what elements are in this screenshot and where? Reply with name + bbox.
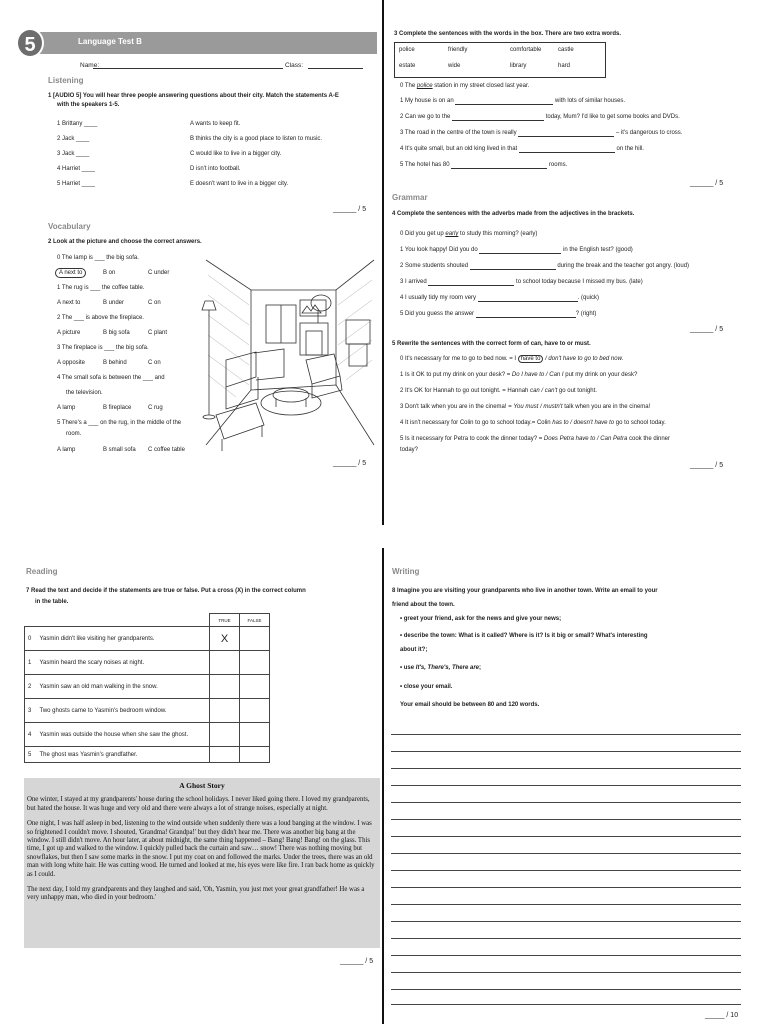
word-wide: wide bbox=[448, 63, 461, 69]
row4-false-cell[interactable] bbox=[240, 723, 270, 747]
writing-line[interactable] bbox=[391, 921, 741, 922]
ex3-s3-blank[interactable] bbox=[518, 130, 614, 137]
vocab-q3-c: C on bbox=[148, 360, 161, 366]
vocab-q0-c: C under bbox=[148, 270, 170, 276]
ex3-s5-blank[interactable] bbox=[451, 162, 547, 169]
writing-line[interactable] bbox=[391, 870, 741, 871]
ex4-g3: 3 I arrived to school today because I missed my bus. (late) bbox=[400, 279, 643, 285]
writing-bullet-4: • close your email. bbox=[400, 684, 453, 690]
listening-heading: Listening bbox=[48, 76, 84, 85]
ex3-s2: 2 Can we go to the today, Mum? I'd like to get some books and DVDs. bbox=[400, 114, 680, 120]
ex4-g1-blank[interactable] bbox=[479, 247, 561, 254]
word-hard: hard bbox=[558, 63, 571, 69]
class-label: Class: bbox=[285, 62, 304, 69]
vocabulary-heading: Vocabulary bbox=[48, 222, 91, 231]
writing-instruction: 8 Imagine you are visiting your grandparents who live in another town. Write an email to your bbox=[392, 588, 658, 594]
row4-true-cell[interactable] bbox=[210, 723, 240, 747]
writing-line[interactable] bbox=[391, 751, 741, 752]
vocab-q0-b: B on bbox=[103, 270, 116, 276]
ex5-r2: 2 It's OK for Hannah to go out tonight. = Hannah can / can't go out tonight. bbox=[400, 388, 597, 394]
writing-line[interactable] bbox=[391, 802, 741, 803]
vocab-q2-c: C plant bbox=[148, 330, 168, 336]
ex3-s4-blank[interactable] bbox=[519, 146, 615, 153]
speaker-1: 1 Brittany ____ bbox=[57, 121, 98, 127]
writing-line[interactable] bbox=[391, 785, 741, 786]
word-library: library bbox=[510, 63, 527, 69]
word-friendly: friendly bbox=[448, 47, 468, 53]
row0-false-cell[interactable] bbox=[240, 627, 270, 651]
row1-true-cell[interactable] bbox=[210, 651, 240, 675]
ex4-score: ______ / 5 bbox=[690, 326, 724, 333]
vocab-q1-a: A next to bbox=[57, 300, 81, 306]
row0-true-cell[interactable]: X bbox=[210, 627, 240, 651]
table-row: 3 Two ghosts came to Yasmin's bedroom window. bbox=[25, 699, 270, 723]
ex3-s2-blank[interactable] bbox=[452, 114, 544, 121]
ex4-g1: 1 You look happy! Did you do in the English test? (good) bbox=[400, 247, 633, 253]
col-false: FALSE bbox=[240, 614, 270, 627]
table-row: 5 The ghost was Yasmin's grandfather. bbox=[25, 747, 270, 763]
ex4-g2: 2 Some students shouted during the break and the teacher got angry. (loud) bbox=[400, 263, 690, 269]
table-row: 0 Yasmin didn't like visiting her grandparents. X bbox=[25, 627, 270, 651]
ex3-s4: 4 It's quite small, but an old king lived in that on the hill. bbox=[400, 146, 644, 152]
room-illustration bbox=[196, 245, 376, 455]
writing-line[interactable] bbox=[391, 734, 741, 735]
writing-bullet-2: • describe the town: What is it called? Where is it? Is it big or small? What's interesting bbox=[400, 633, 648, 639]
word-castle: castle bbox=[558, 47, 574, 53]
writing-bullet-1: • greet your friend, ask for the news and give your news; bbox=[400, 616, 562, 622]
ex3-s1: 1 My house is on an with lots of similar houses. bbox=[400, 98, 626, 104]
vocab-q4-a: A lamp bbox=[57, 405, 76, 411]
vocab-q0-a: A next to bbox=[55, 268, 86, 278]
page-divider-bottom bbox=[382, 548, 384, 1024]
speaker-5: 5 Harriet ____ bbox=[57, 181, 96, 187]
writing-bullet-3: • use It's, There's, There are; bbox=[400, 665, 481, 671]
ex4-instruction: 4 Complete the sentences with the adverbs made from the adjectives in the brackets. bbox=[392, 211, 635, 217]
row3-false-cell[interactable] bbox=[240, 699, 270, 723]
writing-word-count-note: Your email should be between 80 and 120 words. bbox=[400, 702, 540, 708]
statement-c: C would like to live in a bigger city. bbox=[190, 151, 282, 157]
speaker-4: 4 Harriet ____ bbox=[57, 166, 96, 172]
grammar-heading: Grammar bbox=[392, 193, 428, 202]
vocab-q5: 5 There's a ___ on the rug, in the middle of the bbox=[57, 420, 182, 426]
vocab-q4: 4 The small sofa is between the ___ and bbox=[57, 375, 165, 381]
row2-true-cell[interactable] bbox=[210, 675, 240, 699]
ex4-g3-blank[interactable] bbox=[428, 279, 514, 286]
vocab-q0: 0 The lamp is ___ the big sofa. bbox=[57, 255, 139, 261]
ex5-r5-line2: today? bbox=[400, 447, 419, 453]
reading-instruction-2: in the table. bbox=[35, 599, 69, 605]
ex4-g4-blank[interactable] bbox=[478, 295, 578, 302]
word-comfortable: comfortable bbox=[510, 47, 542, 53]
writing-line[interactable] bbox=[391, 819, 741, 820]
writing-line[interactable] bbox=[391, 853, 741, 854]
vocab-q5-a: A lamp bbox=[57, 447, 76, 453]
listening-score: ______ / 5 bbox=[333, 206, 367, 213]
vocab-q3: 3 The fireplace is ___ the big sofa. bbox=[57, 345, 149, 351]
writing-line[interactable] bbox=[391, 887, 741, 888]
speaker-2: 2 Jack ____ bbox=[57, 136, 90, 142]
ex4-g4: 4 I usually tidy my room very . (quick) bbox=[400, 295, 600, 301]
reading-heading: Reading bbox=[26, 567, 58, 576]
vocab-q1-b: B under bbox=[103, 300, 125, 306]
writing-line[interactable] bbox=[391, 768, 741, 769]
statement-b: B thinks the city is a good place to listen to music. bbox=[190, 136, 323, 142]
vocab-q5-c: C coffee table bbox=[148, 447, 185, 453]
ex3-s5: 5 The hotel has 80 rooms. bbox=[400, 162, 568, 168]
writing-line[interactable] bbox=[391, 1004, 741, 1005]
ex4-g5-blank[interactable] bbox=[476, 311, 576, 318]
vocab-q5-b-line: room. bbox=[66, 431, 82, 437]
name-field[interactable] bbox=[93, 68, 283, 69]
vocabulary-instruction: 2 Look at the picture and choose the correct answers. bbox=[48, 239, 202, 245]
class-field[interactable] bbox=[308, 68, 363, 69]
statement-e: E doesn't want to live in a bigger city. bbox=[190, 181, 289, 187]
vocab-q1-c: C on bbox=[148, 300, 161, 306]
ex3-s3: 3 The road in the centre of the town is really – it's dangerous to cross. bbox=[400, 130, 683, 136]
ex5-r0: 0 It's necessary for me to go to bed now. = I have to / don't have to go to bed now. bbox=[400, 356, 624, 362]
vocab-q2-b: B big sofa bbox=[103, 330, 130, 336]
writing-line[interactable] bbox=[391, 836, 741, 837]
vocab-q3-a: A opposite bbox=[57, 360, 86, 366]
writing-line[interactable] bbox=[391, 989, 741, 990]
story-paragraph-3: The next day, I told my grandparents and they laughed and said, 'Oh, Yasmin, you just met your great grandfather! He was a very unhappy man, who died in your bedroom.' bbox=[27, 886, 365, 902]
word-estate: estate bbox=[399, 63, 416, 69]
reading-instruction: 7 Read the text and decide if the statements are true or false. Put a cross (X) in the correct column bbox=[26, 588, 306, 594]
writing-line[interactable] bbox=[391, 972, 741, 973]
true-false-table bbox=[24, 613, 270, 763]
ex5-instruction: 5 Rewrite the sentences with the correct form of can, have to or must. bbox=[392, 341, 591, 347]
story-title: A Ghost Story bbox=[179, 781, 225, 790]
col-true: TRUE bbox=[210, 614, 240, 627]
statement-d: D isn't into football. bbox=[190, 166, 241, 172]
speaker-3: 3 Jack ____ bbox=[57, 151, 90, 157]
vocabulary-score: ______ / 5 bbox=[333, 460, 367, 467]
ex5-score: ______ / 5 bbox=[690, 462, 724, 469]
vocab-q4-c: C rug bbox=[148, 405, 163, 411]
row5-false-cell[interactable] bbox=[240, 747, 270, 763]
word-box bbox=[394, 42, 606, 78]
vocab-q1: 1 The rug is ___ the coffee table. bbox=[57, 285, 145, 291]
statement-a: A wants to keep fit. bbox=[190, 121, 241, 127]
writing-heading: Writing bbox=[392, 567, 420, 576]
vocab-q5-b: B small sofa bbox=[103, 447, 136, 453]
ex4-g2-blank[interactable] bbox=[470, 263, 556, 270]
ex5-r4: 4 It isn't necessary for Colin to go to school today.= Colin has to / doesn't have to go to school today. bbox=[400, 420, 666, 426]
vocab-q4-b-line: the television. bbox=[66, 390, 103, 396]
writing-instruction-2: friend about the town. bbox=[392, 602, 455, 608]
vocab-q2: 2 The ___ is above the fireplace. bbox=[57, 315, 144, 321]
row5-true-cell[interactable] bbox=[210, 747, 240, 763]
row3-true-cell[interactable] bbox=[210, 699, 240, 723]
listening-instruction: 1 [AUDIO 5] You will hear three people answering questions about their city. Match the statements A-E bbox=[48, 93, 339, 99]
ex3-score: ______ / 5 bbox=[690, 180, 724, 187]
ex3-s1-blank[interactable] bbox=[455, 98, 553, 105]
table-row: 1 Yasmin heard the scary noises at night. bbox=[25, 651, 270, 675]
writing-score: _____ / 10 bbox=[705, 1012, 739, 1019]
ex5-r1: 1 Is it OK to put my drink on your desk? = Do I have to / Can I put my drink on your desk? bbox=[400, 372, 638, 378]
vocab-q4-b: B fireplace bbox=[103, 405, 132, 411]
writing-line[interactable] bbox=[391, 955, 741, 956]
ex5-r3: 3 Don't talk when you are in the cinema! = You must / mustn't talk when you are in the cinema! bbox=[400, 404, 651, 410]
row2-false-cell[interactable] bbox=[240, 675, 270, 699]
ex3-instruction: 3 Complete the sentences with the words in the box. There are two extra words. bbox=[394, 31, 622, 37]
ghost-story-text bbox=[24, 778, 380, 948]
writing-bullet-2b: about it?; bbox=[400, 647, 428, 653]
story-paragraph-2: One night, I was half asleep in bed, listening to the wind outside when suddenly there was a loud banging at the window. I was so frightened I couldn't move. I shouted, 'Grandma! Grandpa!' but they didn't hear me. There was another big bang at the window. I still didn't move. An hour later, at about midnight, the same thing happened – Bang! Bang! Bang! on the glass. This time, I got up and walked to the window. I quickly pulled back the curtain and saw… snow! There was nothing moving but snowflakes, but then I saw some marks in the snow. I put my coat on and followed the marks. Under the trees, there was an old man with long white hair. He was cutting wood. He turned and looked at me, his eyes were like fire. I ran back home as quickly as I could. bbox=[27, 820, 375, 878]
ex4-g5: 5 Did you guess the answer ? (right) bbox=[400, 311, 597, 317]
word-police: police bbox=[399, 47, 415, 53]
reading-score: ______ / 5 bbox=[340, 958, 374, 965]
writing-line[interactable] bbox=[391, 904, 741, 905]
ex4-g0: 0 Did you get up early to study this morning? (early) bbox=[400, 231, 538, 237]
story-paragraph-1: One winter, I stayed at my grandparents' house during the school holidays. I never liked going there. I loved my grandparents, but hated the house. It was huge and very old and there were always a lot of strange noises, especially at night. bbox=[27, 796, 370, 812]
listening-instruction-2: with the speakers 1-5. bbox=[57, 102, 120, 108]
unit-number-badge: 5 bbox=[16, 28, 44, 58]
table-row: 2 Yasmin saw an old man walking in the snow. bbox=[25, 675, 270, 699]
row1-false-cell[interactable] bbox=[240, 651, 270, 675]
ex3-s0: 0 The police station in my street closed last year. bbox=[400, 83, 530, 89]
writing-line[interactable] bbox=[391, 938, 741, 939]
name-label: Name: bbox=[80, 62, 100, 69]
page-divider-top bbox=[382, 0, 384, 525]
vocab-q2-a: A picture bbox=[57, 330, 81, 336]
table-row: 4 Yasmin was outside the house when she saw the ghost. bbox=[25, 723, 270, 747]
ex5-r5: 5 Is it necessary for Petra to cook the dinner today? = Does Petra have to / Can Petra cook the dinner bbox=[400, 436, 671, 442]
header-bar bbox=[22, 32, 377, 54]
vocab-q3-b: B behind bbox=[103, 360, 127, 366]
page-title: Language Test B bbox=[78, 37, 142, 46]
